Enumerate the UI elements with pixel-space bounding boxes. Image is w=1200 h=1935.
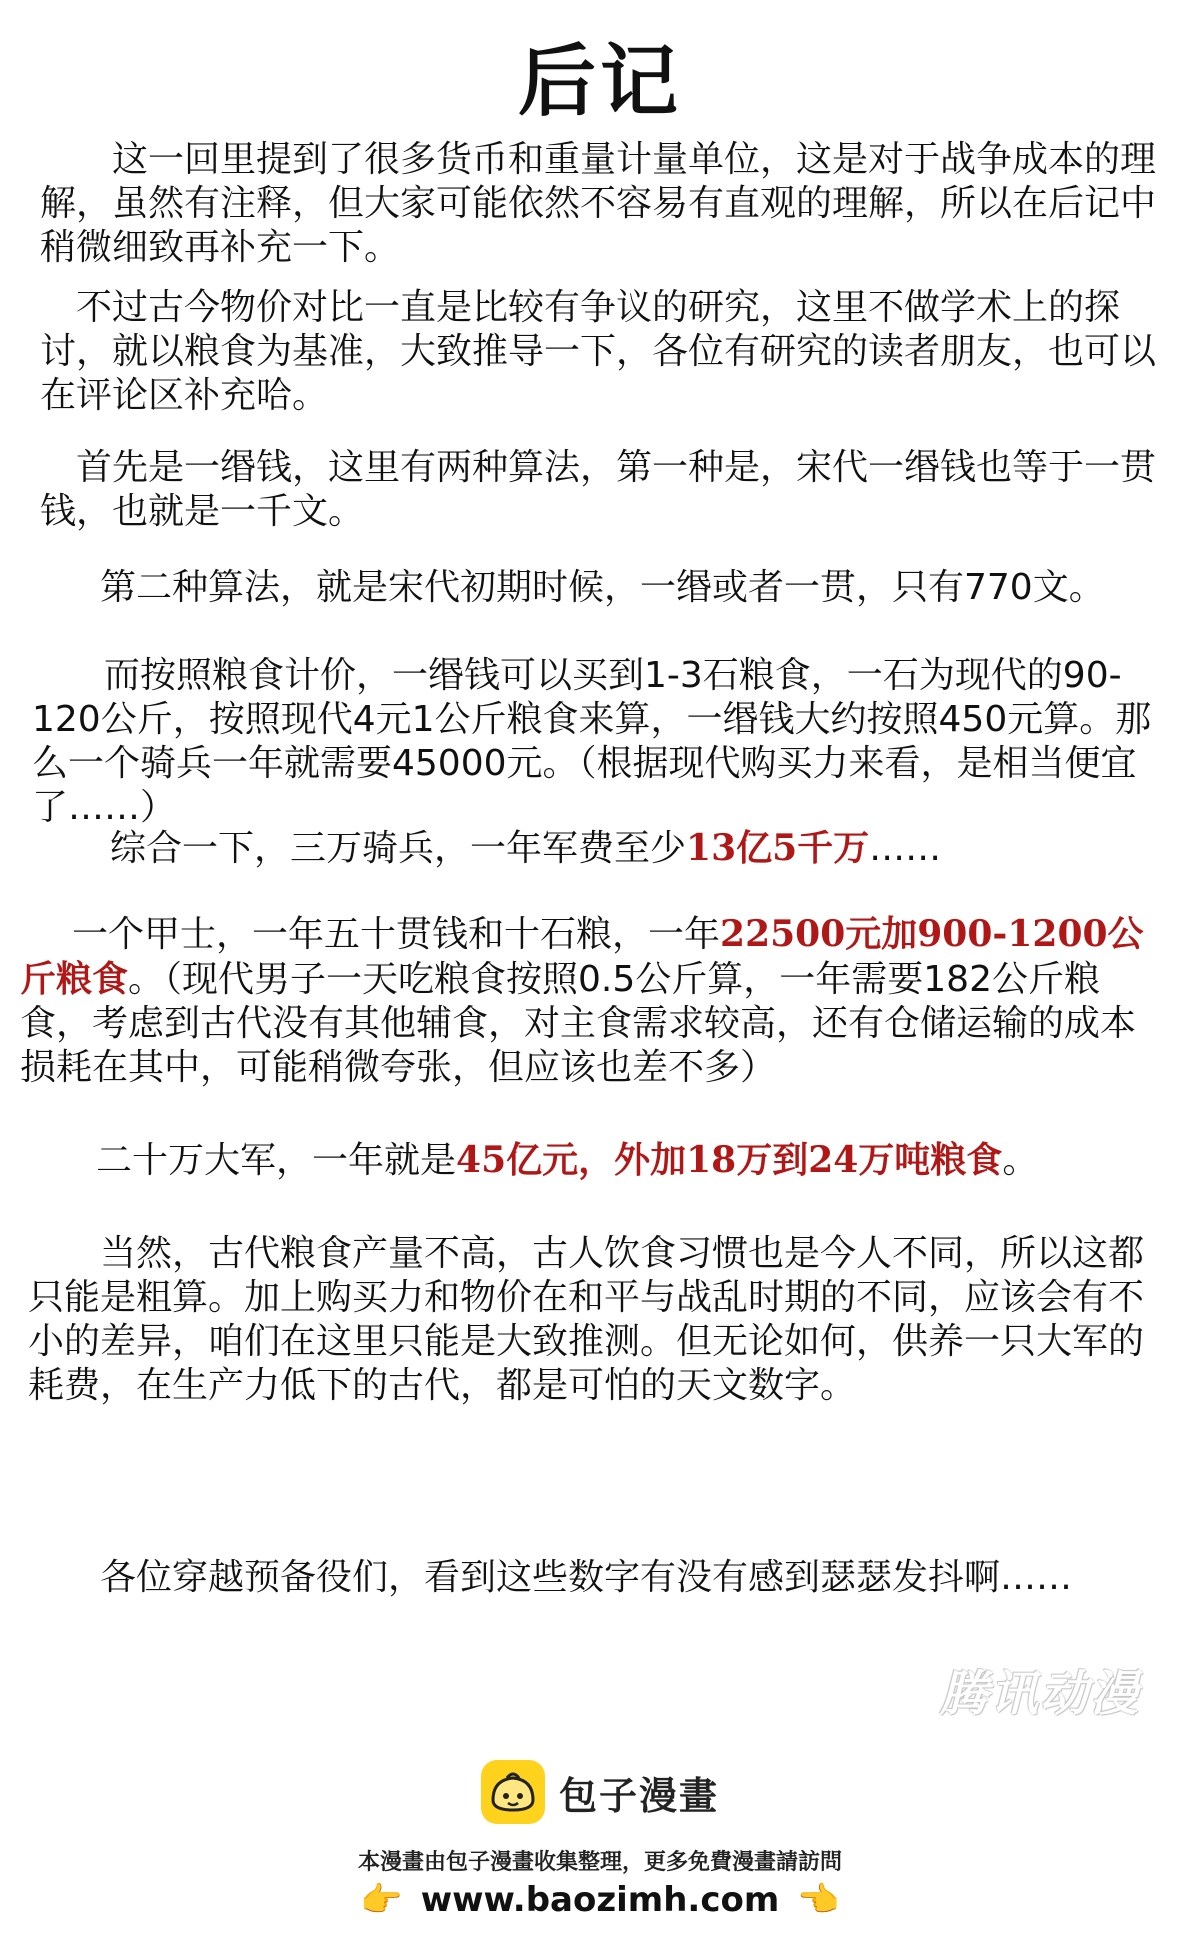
paragraph-10: 各位穿越预备役们，看到这些数字有没有感到瑟瑟发抖啊……	[100, 1557, 1073, 1598]
site-url-link[interactable]: www.baozimh.com	[420, 1880, 780, 1920]
paragraph-7-text-b: 。（现代男子一天吃粮食按照0.5公斤算，一年需要182公斤粮食，考虑到古代没有其他辅食，对主食需求较高，还有仓储运输的成本损耗在其中，可能稍微夸张，但应该也差不多）	[20, 959, 1137, 1088]
footer-notice: 本漫畫由包子漫畫收集整理，更多免費漫畫請訪問	[357, 1850, 842, 1875]
paragraph-4: 第二种算法，就是宋代初期时候，一缗或者一贯，只有770文。	[100, 567, 1105, 608]
highlight-soldier-cost: 22500元加900-1200公斤粮食	[20, 913, 1144, 1000]
highlight-total-cost: 13亿5千万	[686, 827, 870, 869]
paragraph-6-ellipsis: ……	[869, 828, 942, 869]
paragraph-2: 不过古今物价对比一直是比较有争议的研究，这里不做学术上的探讨，就以粮食为基准，大致推导一下，各位有研究的读者朋友，也可以在评论区补充哈。	[40, 287, 1157, 416]
bun-logo-icon	[481, 1760, 545, 1824]
highlight-army-cost: 45亿元，外加18万到24万吨粮食	[456, 1139, 1003, 1181]
paragraph-6	[110, 826, 1170, 871]
logo-text: 包子漫畫	[558, 1773, 719, 1818]
pointing-right-hand-icon: 👉	[360, 1880, 403, 1920]
footer-logo	[0, 1760, 1200, 1824]
paragraph-3: 首先是一缗钱，这里有两种算法，第一种是，宋代一缗钱也等于一贯钱，也就是一千文。	[40, 447, 1157, 532]
paragraph-8	[96, 1138, 1166, 1183]
paragraph-1: 这一回里提到了很多货币和重量计量单位，这是对于战争成本的理解，虽然有注释，但大家可能依然不容易有直观的理解，所以在后记中稍微细致再补充一下。	[40, 139, 1157, 268]
paragraph-7	[20, 912, 1170, 1090]
paragraph-7-text-a: 一个甲士，一年五十贯钱和十石粮，一年	[72, 914, 721, 955]
paragraph-8-text-a: 二十万大军，一年就是	[96, 1140, 457, 1181]
paragraph-6-text: 综合一下，三万骑兵，一年军费至少	[110, 828, 687, 869]
footer-url-row	[0, 1880, 1200, 1920]
tencent-comic-watermark: 腾讯动漫	[939, 1666, 1140, 1722]
paragraph-9: 当然，古代粮食产量不高，古人饮食习惯也是今人不同，所以这都只能是粗算。加上购买力和物价在和平与战乱时期的不同，应该会有不小的差异，咱们在这里只能是大致推测。但无论如何，供养一只大军的耗费，在生产力低下的古代，都是可怕的天文数字。	[28, 1233, 1145, 1406]
pointing-left-hand-icon: 👈	[797, 1880, 840, 1920]
paragraph-5: 而按照粮食计价，一缗钱可以买到1-3石粮食，一石为现代的90-120公斤，按照现代4元1公斤粮食来算，一缗钱大约按照450元算。那么一个骑兵一年就需要45000元。（根据现代购买力来看，是相当便宜了……）	[32, 655, 1152, 828]
page-title: 后记	[517, 37, 682, 127]
paragraph-8-text-b: 。	[1002, 1140, 1039, 1181]
